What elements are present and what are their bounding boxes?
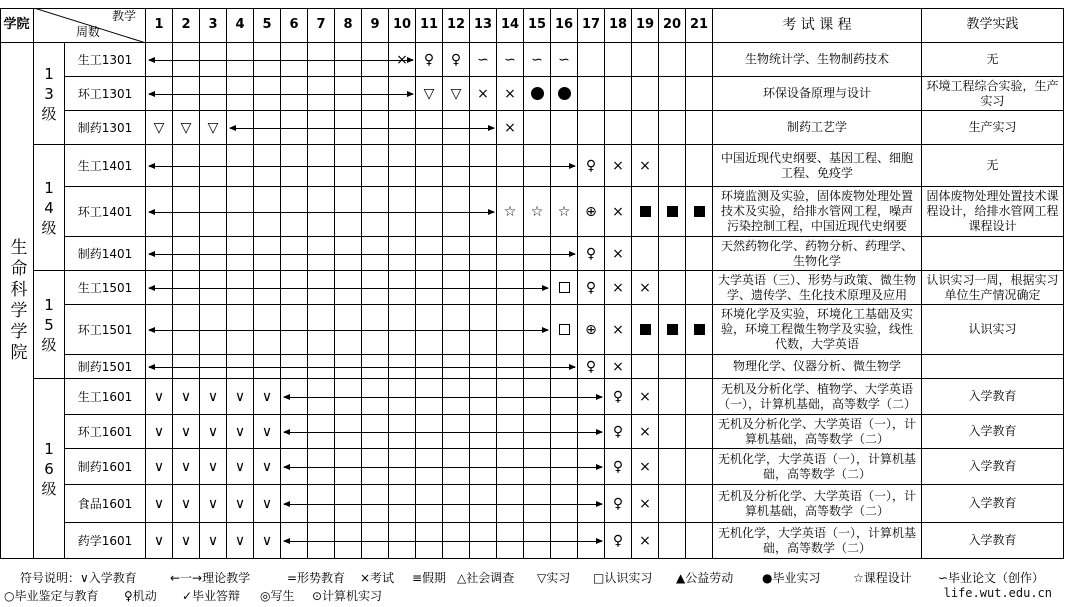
week-cell: ×: [605, 271, 632, 305]
week-cell: ×: [605, 237, 632, 271]
week-cell: [659, 77, 686, 111]
legend-item: ☆课程设计: [853, 571, 912, 585]
site-watermark: life.wut.edu.cn: [943, 586, 1052, 600]
week-cell: ∨: [200, 485, 227, 523]
week-cell: [659, 355, 686, 379]
teaching-practice: 入学教育: [922, 415, 1064, 449]
week-cell: [686, 523, 713, 559]
week-cell: ∨: [200, 379, 227, 415]
teaching-practice: 认识实习一周，根据实习单位生产情况确定: [922, 271, 1064, 305]
class-name: 生工1301: [65, 43, 146, 77]
header-week-top: 教学: [112, 9, 137, 23]
week-cell: [659, 237, 686, 271]
class-name: 制药1401: [65, 237, 146, 271]
teaching-practice: 认识实习: [922, 305, 1064, 355]
legend-item: ⊙计算机实习: [312, 589, 383, 603]
header-week-15: 15: [524, 8, 551, 43]
grade-label: 1 6 级: [34, 379, 65, 559]
week-cell: [632, 237, 659, 271]
week-cell: [551, 305, 578, 355]
week-cell: [659, 271, 686, 305]
week-cell: [578, 77, 605, 111]
header-week-10: 10: [389, 8, 416, 43]
week-cell: ▽: [200, 111, 227, 145]
legend-item: ←一→理论教学: [170, 571, 251, 585]
week-cell: ∨: [227, 523, 254, 559]
filled-square-icon: [667, 206, 678, 217]
class-name: 制药1601: [65, 449, 146, 485]
week-cell: [632, 77, 659, 111]
week-cell: ∨: [146, 485, 173, 523]
theory-teaching-arrow: [149, 94, 413, 95]
teaching-practice: 生产实习: [922, 111, 1064, 145]
week-cell: [686, 77, 713, 111]
week-cell: ∽: [470, 43, 497, 77]
header-week-1: 1: [146, 8, 173, 43]
week-cell: ×: [605, 187, 632, 237]
week-cell: [686, 485, 713, 523]
header-practice: 教学实践: [922, 8, 1064, 43]
week-cell: [686, 355, 713, 379]
week-cell: ▽: [416, 77, 443, 111]
grade-label: 1 4 级: [34, 145, 65, 271]
week-cell: ⊕: [578, 187, 605, 237]
exam-courses: 环保设备原理与设计: [713, 77, 922, 111]
week-cell: ♀: [578, 355, 605, 379]
legend-item: ●毕业实习: [762, 571, 821, 585]
class-name: 环工1601: [65, 415, 146, 449]
week-cell: ×: [605, 355, 632, 379]
week-cell: ⊕: [578, 305, 605, 355]
header-week-bottom: 周数: [76, 25, 101, 39]
week-cell: ∽: [551, 43, 578, 77]
theory-teaching-arrow: [149, 254, 575, 255]
week-cell: ∽: [497, 43, 524, 77]
week-cell: ♀: [578, 145, 605, 187]
week-cell: [686, 187, 713, 237]
filled-square-icon: [640, 206, 651, 217]
week-cell: ∨: [146, 523, 173, 559]
theory-teaching-arrow: [149, 288, 548, 289]
header-week-12: 12: [443, 8, 470, 43]
teaching-practice: [922, 237, 1064, 271]
week-cell: ×: [632, 485, 659, 523]
week-cell: ∨: [200, 523, 227, 559]
exam-courses: 无机及分析化学、大学英语（一），计算机基础，高等数学（二）: [713, 415, 922, 449]
header-week-17: 17: [578, 8, 605, 43]
exam-courses: 大学英语（三）、形势与政策、微生物学、遗传学、生化技术原理及应用: [713, 271, 922, 305]
week-cell: ♀: [605, 485, 632, 523]
cognition-practice-icon: [559, 282, 570, 293]
grade-label: 1 5 级: [34, 271, 65, 379]
teaching-practice: [922, 355, 1064, 379]
week-cell: [551, 111, 578, 145]
week-cell: ∨: [227, 415, 254, 449]
week-cell: [632, 305, 659, 355]
week-cell: ×: [632, 449, 659, 485]
exam-courses: 物理化学、仪器分析、微生物学: [713, 355, 922, 379]
week-cell: ☆: [497, 187, 524, 237]
filled-square-icon: [694, 206, 705, 217]
week-cell: ×: [632, 415, 659, 449]
week-cell: ∨: [173, 449, 200, 485]
week-cell: ∨: [254, 449, 281, 485]
header-week-6: 6: [281, 8, 308, 43]
exam-courses: 无机及分析化学、植物学、大学英语（一），计算机基础，高等数学（二）: [713, 379, 922, 415]
graduation-practice-icon: [558, 87, 571, 100]
week-cell: ×: [632, 271, 659, 305]
class-name: 制药1301: [65, 111, 146, 145]
theory-teaching-arrow: [149, 367, 575, 368]
week-cell: [659, 43, 686, 77]
exam-courses: 制药工艺学: [713, 111, 922, 145]
class-name: 生工1501: [65, 271, 146, 305]
exam-courses: 生物统计学、生物制药技术: [713, 43, 922, 77]
teaching-practice: 无: [922, 43, 1064, 77]
week-cell: ♀: [416, 43, 443, 77]
week-cell: [659, 111, 686, 145]
week-cell: ×: [632, 379, 659, 415]
exam-courses: 无机及分析化学、大学英语（一），计算机基础，高等数学（二）: [713, 485, 922, 523]
week-cell: [578, 111, 605, 145]
week-cell: [578, 43, 605, 77]
week-cell: ×: [497, 111, 524, 145]
week-cell: [632, 43, 659, 77]
week-cell: ×: [470, 77, 497, 111]
legend-item: ≡假期: [412, 571, 447, 585]
week-cell: ∨: [146, 415, 173, 449]
teaching-practice: 入学教育: [922, 379, 1064, 415]
legend-item: =形势教育: [287, 571, 346, 585]
week-cell: [551, 77, 578, 111]
header-week-21: 21: [686, 8, 713, 43]
week-cell: [659, 305, 686, 355]
week-cell: ∨: [173, 379, 200, 415]
week-cell: [686, 271, 713, 305]
class-name: 环工1501: [65, 305, 146, 355]
week-cell: ∨: [254, 379, 281, 415]
week-cell: [659, 145, 686, 187]
week-cell: ×: [632, 523, 659, 559]
week-cell: [605, 111, 632, 145]
week-cell: [659, 379, 686, 415]
week-cell: [659, 485, 686, 523]
week-cell: ☆: [551, 187, 578, 237]
theory-teaching-arrow: [149, 330, 548, 331]
week-cell: ♀: [578, 271, 605, 305]
week-cell: ×: [632, 145, 659, 187]
week-cell: ×: [497, 77, 524, 111]
week-cell: [632, 111, 659, 145]
header-week-3: 3: [200, 8, 227, 43]
week-cell: [686, 415, 713, 449]
header-week-5: 5: [254, 8, 281, 43]
week-cell: ∨: [200, 449, 227, 485]
week-cell: ∨: [146, 379, 173, 415]
legend-item: ◎写生: [260, 589, 295, 603]
legend-item: ∽毕业论文（创作）: [938, 571, 1045, 585]
week-cell: [524, 111, 551, 145]
exam-courses: 环境监测及实验，固体废物处理处置技术及实验，给排水管网工程，噪声污染控制工程，中国近现代史纲要: [713, 187, 922, 237]
class-name: 食品1601: [65, 485, 146, 523]
week-cell: [605, 43, 632, 77]
week-cell: ▽: [146, 111, 173, 145]
header-week-11: 11: [416, 8, 443, 43]
legend-item: ▽实习: [537, 571, 571, 585]
week-cell: [686, 111, 713, 145]
week-cell: ∨: [146, 449, 173, 485]
week-cell: ♀: [605, 449, 632, 485]
theory-teaching-arrow: [149, 60, 413, 61]
week-cell: ▽: [443, 77, 470, 111]
week-cell: ☆: [524, 187, 551, 237]
header-week-8: 8: [335, 8, 362, 43]
week-cell: [659, 187, 686, 237]
header-week-20: 20: [659, 8, 686, 43]
header-college: 学院: [0, 8, 34, 43]
legend-item: 符号说明：∨入学教育: [20, 571, 137, 585]
header-week-4: 4: [227, 8, 254, 43]
class-name: 药学1601: [65, 523, 146, 559]
week-cell: ∨: [227, 485, 254, 523]
theory-teaching-arrow: [284, 432, 602, 433]
class-name: 环工1401: [65, 187, 146, 237]
filled-square-icon: [640, 324, 651, 335]
teaching-practice: 入学教育: [922, 523, 1064, 559]
teaching-practice: 无: [922, 145, 1064, 187]
cognition-practice-icon: [559, 324, 570, 335]
exam-courses: 中国近现代史纲要、基因工程、细胞工程、免疫学: [713, 145, 922, 187]
week-cell: ×: [389, 43, 416, 77]
legend-item: □认识实习: [593, 571, 653, 585]
class-name: 生工1401: [65, 145, 146, 187]
teaching-practice: 环境工程综合实验，生产实习: [922, 77, 1064, 111]
header-week-7: 7: [308, 8, 335, 43]
theory-teaching-arrow: [284, 504, 602, 505]
week-cell: [659, 523, 686, 559]
week-cell: [686, 237, 713, 271]
header-week-corner: [34, 8, 146, 43]
week-cell: ∨: [254, 485, 281, 523]
week-cell: [524, 77, 551, 111]
header-week-16: 16: [551, 8, 578, 43]
week-cell: ∨: [254, 415, 281, 449]
theory-teaching-arrow: [230, 128, 494, 129]
week-cell: [632, 355, 659, 379]
theory-teaching-arrow: [284, 541, 602, 542]
week-cell: ♀: [605, 415, 632, 449]
legend-item: ○毕业鉴定与教育: [4, 589, 99, 603]
legend-item: ♀机动: [124, 589, 157, 603]
exam-courses: 环境化学及实验，环境化工基础及实验，环境工程微生物学及实验，线性代数，大学英语: [713, 305, 922, 355]
week-cell: ♀: [605, 523, 632, 559]
graduation-practice-icon: [531, 87, 544, 100]
filled-square-icon: [694, 324, 705, 335]
week-cell: ♀: [578, 237, 605, 271]
week-cell: ∨: [227, 449, 254, 485]
week-cell: [686, 379, 713, 415]
week-cell: [686, 145, 713, 187]
header-week-9: 9: [362, 8, 389, 43]
legend-item: ▲公益劳动: [676, 571, 734, 585]
week-cell: [605, 77, 632, 111]
class-name: 生工1601: [65, 379, 146, 415]
theory-teaching-arrow: [284, 397, 602, 398]
week-cell: ∨: [173, 415, 200, 449]
legend-item: ✓毕业答辩: [182, 589, 241, 603]
week-cell: ∨: [200, 415, 227, 449]
class-name: 制药1501: [65, 355, 146, 379]
theory-teaching-arrow: [284, 467, 602, 468]
teaching-practice: 固体废物处理处置技术课程设计，给排水管网工程课程设计: [922, 187, 1064, 237]
week-cell: ♀: [605, 379, 632, 415]
week-cell: ∨: [254, 523, 281, 559]
theory-teaching-arrow: [149, 166, 575, 167]
teaching-practice: 入学教育: [922, 485, 1064, 523]
legend-item: ×考试: [360, 571, 395, 585]
header-week-2: 2: [173, 8, 200, 43]
header-week-19: 19: [632, 8, 659, 43]
week-cell: [659, 415, 686, 449]
legend-item: △社会调查: [457, 571, 515, 585]
week-cell: ∨: [227, 379, 254, 415]
week-cell: ∽: [524, 43, 551, 77]
legend: [0, 566, 1066, 607]
week-cell: [632, 187, 659, 237]
week-cell: [686, 449, 713, 485]
week-cell: [686, 43, 713, 77]
week-cell: [659, 449, 686, 485]
week-cell: ∨: [173, 523, 200, 559]
exam-courses: 无机化学，大学英语（一），计算机基础，高等数学（二）: [713, 449, 922, 485]
week-cell: [551, 271, 578, 305]
week-cell: ×: [605, 145, 632, 187]
week-cell: ♀: [443, 43, 470, 77]
exam-courses: 天然药物化学、药物分析、药理学、生物化学: [713, 237, 922, 271]
class-name: 环工1301: [65, 77, 146, 111]
grade-label: 1 3 级: [34, 43, 65, 145]
week-cell: ∨: [173, 485, 200, 523]
header-week-18: 18: [605, 8, 632, 43]
week-cell: [686, 305, 713, 355]
theory-teaching-arrow: [149, 212, 494, 213]
college-name: 生命科学学院: [0, 43, 34, 559]
header-week-13: 13: [470, 8, 497, 43]
header-exam: 考 试 课 程: [713, 8, 922, 43]
teaching-practice: 入学教育: [922, 449, 1064, 485]
week-cell: ▽: [173, 111, 200, 145]
week-cell: ×: [605, 305, 632, 355]
filled-square-icon: [667, 324, 678, 335]
exam-courses: 无机化学，大学英语（一），计算机基础，高等数学（二）: [713, 523, 922, 559]
header-week-14: 14: [497, 8, 524, 43]
